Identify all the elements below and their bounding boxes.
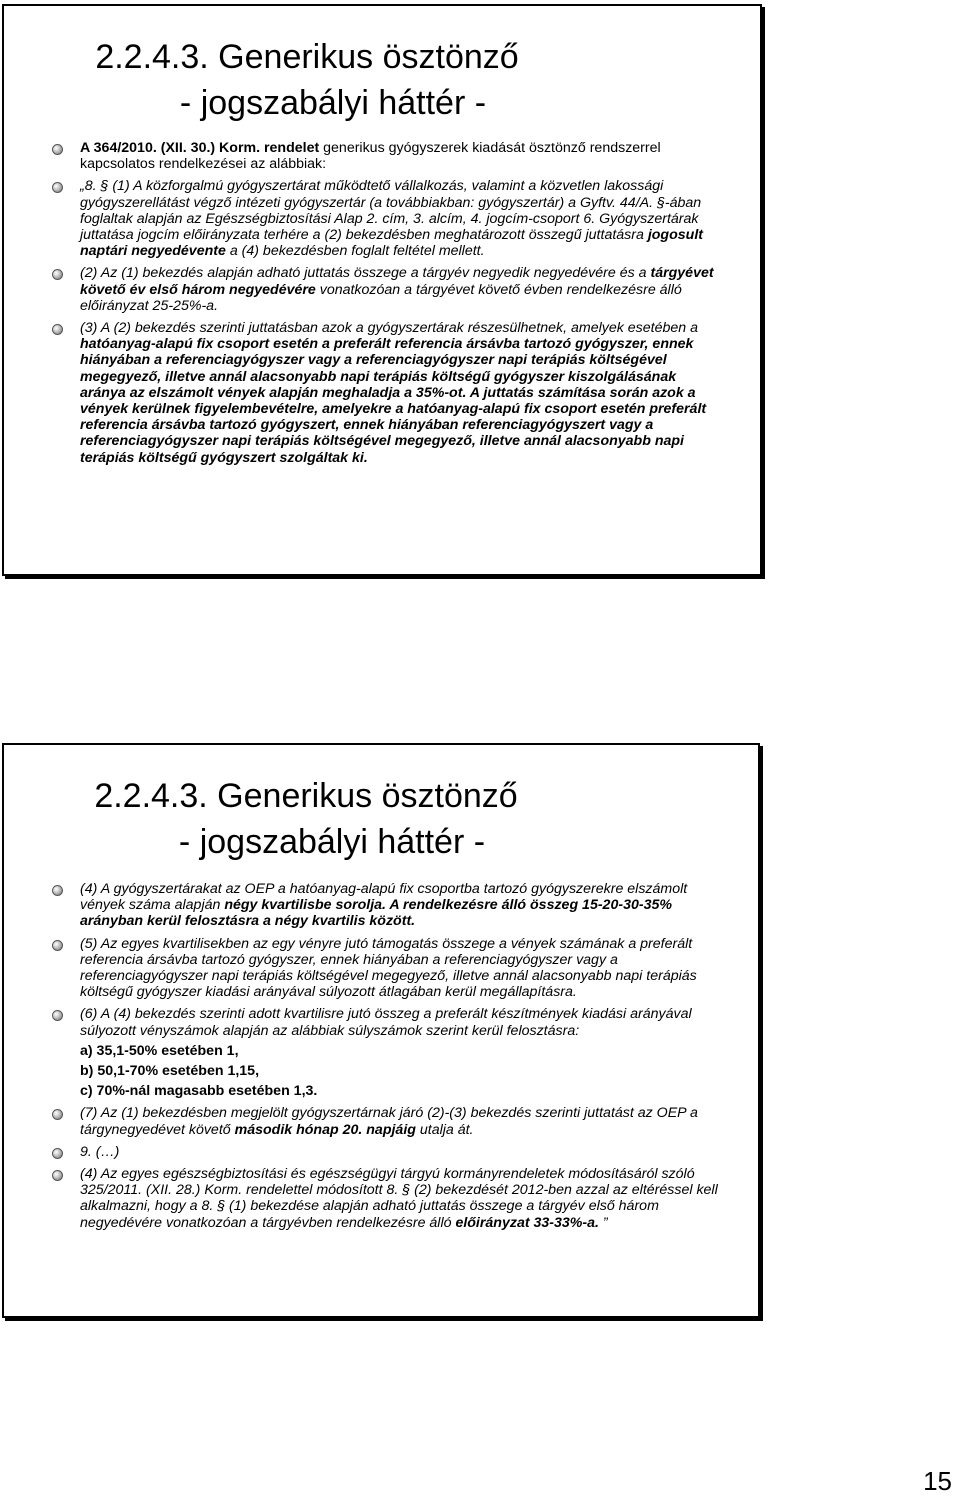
text-segment: utalja át. <box>415 1121 474 1138</box>
text-segment: második hónap 20. napjáig <box>234 1121 416 1138</box>
text-segment: „8. § (1) A közforgalmú gyógyszertárat működtető vállalkozás, valamint a közvetlen lakossági gyógyszerellátást végző intézeti gyógyszertár (a továbbiakban: gyógyszertár) a Gyftv. 44/A. §-ában foglaltak alapján az Egészségbiztosítási Alap 2. cím, 3. alcím, 4. jogcím-csoport 6. <box>80 178 702 227</box>
text-segment: (7) Az (1) bekezdésben megjelölt gyógyszertárnak járó (2)-(3) bekezdés szerinti juttatást az OEP a tárgynegyedévet követő <box>80 1105 698 1138</box>
bullet-icon <box>52 940 63 951</box>
bullet-icon <box>52 324 63 335</box>
bullet-icon <box>52 1010 63 1021</box>
sub-item: c) 70%-nál magasabb esetében 1,3. <box>80 1083 318 1100</box>
text-segment: generikus gyógyszerek kiadását ösztönző rendszerrel kapcsolatos rendelkezései az alábbiak: <box>80 140 661 173</box>
text-segment: négy kvartilisbe sorolja. A rendelkezésre álló összeg 15-20-30-35% arányban kerül felosztásra a négy kvartilis között. <box>80 897 672 930</box>
title-line-1: 2.2.4.3. Generikus ösztönző <box>95 38 519 76</box>
slide-2 <box>2 743 760 1318</box>
slide-1 <box>2 4 762 576</box>
bullet-icon <box>52 182 63 193</box>
bullet-text <box>80 178 718 259</box>
bullet-item <box>52 1144 718 1160</box>
bullet-text <box>80 1166 718 1231</box>
sub-item: b) 50,1-70% esetében 1,15, <box>80 1063 260 1080</box>
page-number: 15 <box>923 1466 952 1496</box>
text-segment: (2) Az (1) bekezdés alapján adható juttatás összege a tárgyév negyedik negyedévére és a <box>80 265 651 282</box>
bullet-item <box>52 881 718 930</box>
bullet-text <box>80 1144 718 1160</box>
bullet-text <box>80 140 718 172</box>
text-segment: tárgyévet követő év első három negyedévére <box>80 265 714 298</box>
bullet-item <box>52 936 718 1001</box>
text-segment: A 364/2010. (XII. 30.) Korm. <box>80 140 264 156</box>
text-segment: vonatkozóan a tárgyévet követő évben rendelkezésre álló előirányzat 25-25%-a. <box>80 281 682 314</box>
bullet-icon <box>52 1148 63 1159</box>
bullet-text <box>80 1006 718 1038</box>
bullet-list <box>52 881 718 1237</box>
bullet-item <box>52 320 718 466</box>
title-line-2: - jogszabályi háttér - <box>179 84 487 122</box>
text-segment: előirányzat 33-33%-a. <box>455 1214 599 1231</box>
bullet-text <box>80 936 718 1001</box>
bullet-icon <box>52 269 63 280</box>
slide-title <box>4 34 760 126</box>
text-segment: rendelet <box>264 140 320 156</box>
bullet-list <box>52 140 718 472</box>
bullet-text <box>80 1105 718 1137</box>
text-segment: ” <box>598 1214 608 1231</box>
text-segment: (4) Az egyes egészségbiztosítási és egészségügyi tárgyú kormányrendeletek módosításáról szóló 325/2011. (XII. 28.) Korm. rendelettel módosított 8. § (2) bekezdését 2012-ben azzal az eltéréssel kell alkalmazni, hogy a 8. § (1) bekezdése alapján adható juttatás összege a tárgyév első három negyedévére vonatkozóan a tárgyévben rendelkezésre álló <box>80 1166 718 1231</box>
bullet-item <box>52 1166 718 1231</box>
text-segment: hatóanyag-alapú fix csoport esetén a preferált referencia ársávba tartozó gyógyszer, ennek hiányában a referenciagyógyszer vagy a referenciagyógyszer napi terápiás költségével megegyező, illetve annál alacsonyabb napi terápiás költségű gyógyszer kiszolgálásának aránya az elszámolt vények alapján meghaladja a 35%-ot. A juttatás számítása során azok a vények kerülnek figyelembevételre, amelyekre a hatóanyag-alapú fix csoport esetén preferált referencia ársávba tartozó gyógyszert, ennek hiányában referenciagyógyszert vagy a referenciagyógyszer napi terápiás költségével megegyező, illetve annál alacsonyabb napi terápiás költségű gyógyszert szolgáltak ki. <box>80 336 707 466</box>
bullet-item <box>52 178 718 259</box>
text-segment: (4) A gyógyszertárakat az OEP a hatóanyag-alapú fix csoportba tartozó gyógyszerekre elszámolt vények száma alapján <box>80 881 688 914</box>
bullet-item <box>52 1105 718 1137</box>
bullet-text <box>80 320 718 466</box>
text-segment: (3) A (2) bekezdés szerinti juttatásban azok a gyógyszertárak részesülhetnek, amelyek esetében a <box>80 320 699 337</box>
bullet-item <box>52 140 718 172</box>
text-segment: Gyógyszertárak juttatása jogcím előirányzata terhére a (2) bekezdésben meghatározott összegű juttatásra <box>80 210 699 244</box>
text-segment: 9. (…) <box>80 1143 120 1160</box>
bullet-item <box>52 265 718 314</box>
sub-item: a) 35,1-50% esetében 1, <box>80 1042 239 1059</box>
bullet-icon <box>52 1170 63 1181</box>
bullet-icon <box>52 885 63 896</box>
bullet-text <box>80 881 718 930</box>
bullet-text <box>80 265 718 314</box>
text-segment: (5) Az egyes kvartilisekben az egy vényre jutó támogatás összege a vények számának a preferált referencia ársávba tartozó gyógyszer, ennek hiányában a referenciagyógyszer vagy a referenciagyógyszer napi terápiás költségével megegyező, illetve annál alacsonyabb napi terápiás költségű gyógyszer kiadási arányával súlyozott átlagában kerül megállapításra. <box>80 935 697 1001</box>
bullet-icon <box>52 144 63 155</box>
bullet-item <box>52 1006 718 1099</box>
text-segment: jogosult naptári negyedévente <box>80 227 703 260</box>
text-segment: a (4) bekezdésben foglalt feltétel mellett. <box>225 243 485 260</box>
bullet-icon <box>52 1109 63 1120</box>
slide-title <box>4 773 758 865</box>
title-line-2: - jogszabályi háttér - <box>178 823 486 861</box>
text-segment: (6) A (4) bekezdés szerinti adott kvartilisre jutó összeg a preferált készítmények kiadási arányával súlyozott vényszámok alapján az alábbiak súlyszámok szerint kerül felosztásra: <box>80 1006 692 1039</box>
title-line-1: 2.2.4.3. Generikus ösztönző <box>94 777 518 815</box>
